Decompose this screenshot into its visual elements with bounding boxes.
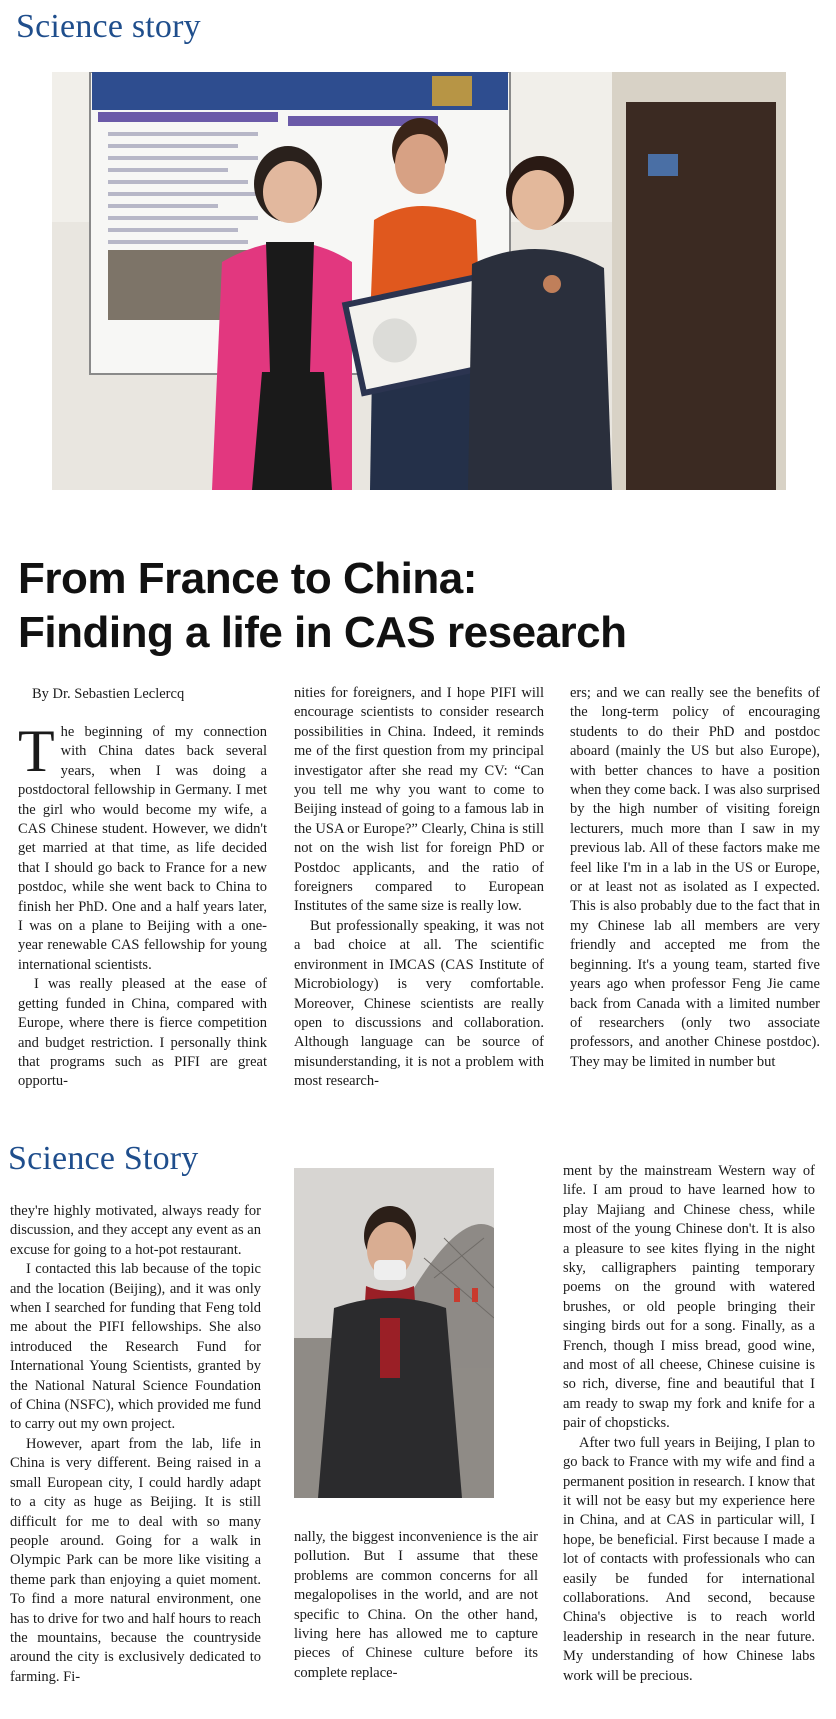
article-paragraph: The beginning of my connection with China dates back several years, when I was doing a postdoctoral fellowship in Germany. I met the girl who would become my wife, a CAS Chinese student. However, we didn't get married at that time, as life decided that I should go back to France for a new postdoc, while she went back to China to finish her PhD. One and a half years later, I was on a plane to Beijing with a one-year renewable CAS fellowship for young international scientists. xyxy=(18,718,267,973)
article-paragraph: nities for foreigners, and I hope PIFI will encourage scientists to consider research possibilities in China. Indeed, it reminds me of the first question from my principal investigator after she read my CV: “Can you tell me why you want to come to Beijing instead of going to a famous lab in the USA or Europe?” Clearly, China is still not on the wish list for foreign PhD or Postdoc applicants, and the ratio of foreigners compared to European Institutes of the same size is really low. xyxy=(294,685,544,915)
portrait-photo xyxy=(294,1168,494,1498)
article-column-5 xyxy=(294,1528,538,1683)
article-paragraph: ers; and we can really see the benefits of the long-term policy of encouraging students to do their PhD and postdoc aboard (mainly the US but also Europe), with better chances to have a position when they come back. I was also surprised by the high number of visiting foreign lecturers, much more than I saw in my previous lab. All of these factors make me feel like I'm in a lab in the US or Europe, or at least not as isolated as I expected. This is also probably due to the fact that in my Chinese lab all members are very friendly and accepted me from the beginning. It's a young team, started five years ago when professor Feng Jie came back from Canada with a limited number of researchers (only two associate professors, and another Chinese postdoc). They may be limited in number but xyxy=(570,685,820,1070)
byline: By Dr. Sebastien Leclercq xyxy=(32,686,185,702)
drop-cap: T xyxy=(18,718,55,784)
article-paragraph: nally, the biggest inconvenience is the air pollution. But I assume that these problems are common concerns for all megalopolises in the world, and are not specific to China. On the other hand, living here has allowed me to capture pieces of Chinese culture before its complete replace- xyxy=(294,1529,538,1681)
article-headline xyxy=(18,552,818,660)
headline-line-2: Finding a life in CAS research xyxy=(18,608,627,657)
article-paragraph: However, apart from the lab, life in China is very different. Being raised in a small European city, I could hardly adapt to a city as huge as Beijing. It is still difficult for me to deal with so many people around. Going for a walk in Olympic Park can be more like visiting a theme park than enjoying a quiet moment. To find a more natural environment, one has to drive for two and half hours to reach the mountains, because the countryside around the city is exclusively dedicated to farming. Fi- xyxy=(10,1435,261,1685)
article-paragraph: they're highly motivated, always ready for discussion, and they accept any event as an excuse for going to a hot-pot restaurant. xyxy=(10,1203,261,1258)
headline-line-1: From France to China: xyxy=(18,554,477,603)
article-paragraph: I contacted this lab because of the topic and the location (Beijing), and it was only when I searched for funding that Feng told me about the PIFI fellowships. She also introduced the Research Fund for International Young Scientists, granted by the National Natural Science Foundation of China (NSFC), which provided me fund to carry out my own project. xyxy=(10,1261,261,1433)
article-paragraph: I was really pleased at the ease of getting funded in China, compared with Europe, where there is fierce competition and budget restriction. I personally think that programs such as PIFI are great opportu- xyxy=(18,976,267,1090)
section-label: Science story xyxy=(16,8,201,45)
article-paragraph: But professionally speaking, it was not a bad choice at all. The scientific environment in IMCAS (CAS Institute of Microbiology) is very comfortable. Moreover, Chinese scientists are really open to discussions and collaboration. Although language can be source of misunderstanding, it is not a problem with most research- xyxy=(294,917,544,1090)
section-label: Science Story xyxy=(8,1140,199,1177)
article-paragraph: After two full years in Beijing, I plan to go back to France with my wife and find a permanent position in research. I know that it will not be easy but my experience here in China, and at CAS in particular will, I hope, be beneficial. First because I made a lot of contacts with professionals who can easily be funded for international collaborations. And second, because China's objective is to reach world leadership in research in the near future. My understanding of how Chinese labs work will be precious. xyxy=(563,1434,815,1684)
article-column-2 xyxy=(294,684,544,1092)
article-column-6 xyxy=(563,1162,815,1686)
article-paragraph: ment by the mainstream Western way of life. I am proud to have learned how to play Majiang and Chinese chess, while most of the young Chinese don't. It is also a pleasure to see kites flying in the night sky, calligraphers painting temporary poems on the ground with watered brushes, or old people bringing their singing birds out for a song. Finally, as a French, though I miss bread, good wine, and most of all cheese, Chinese cuisine is so rich, diverse, fine and beautiful that I am ready to swap my fork and knife for a pair of chopsticks. xyxy=(563,1163,815,1432)
group-photo xyxy=(52,72,786,490)
article-column-3 xyxy=(570,684,820,1072)
article-column-1 xyxy=(18,718,267,1092)
article-column-4 xyxy=(10,1202,261,1687)
